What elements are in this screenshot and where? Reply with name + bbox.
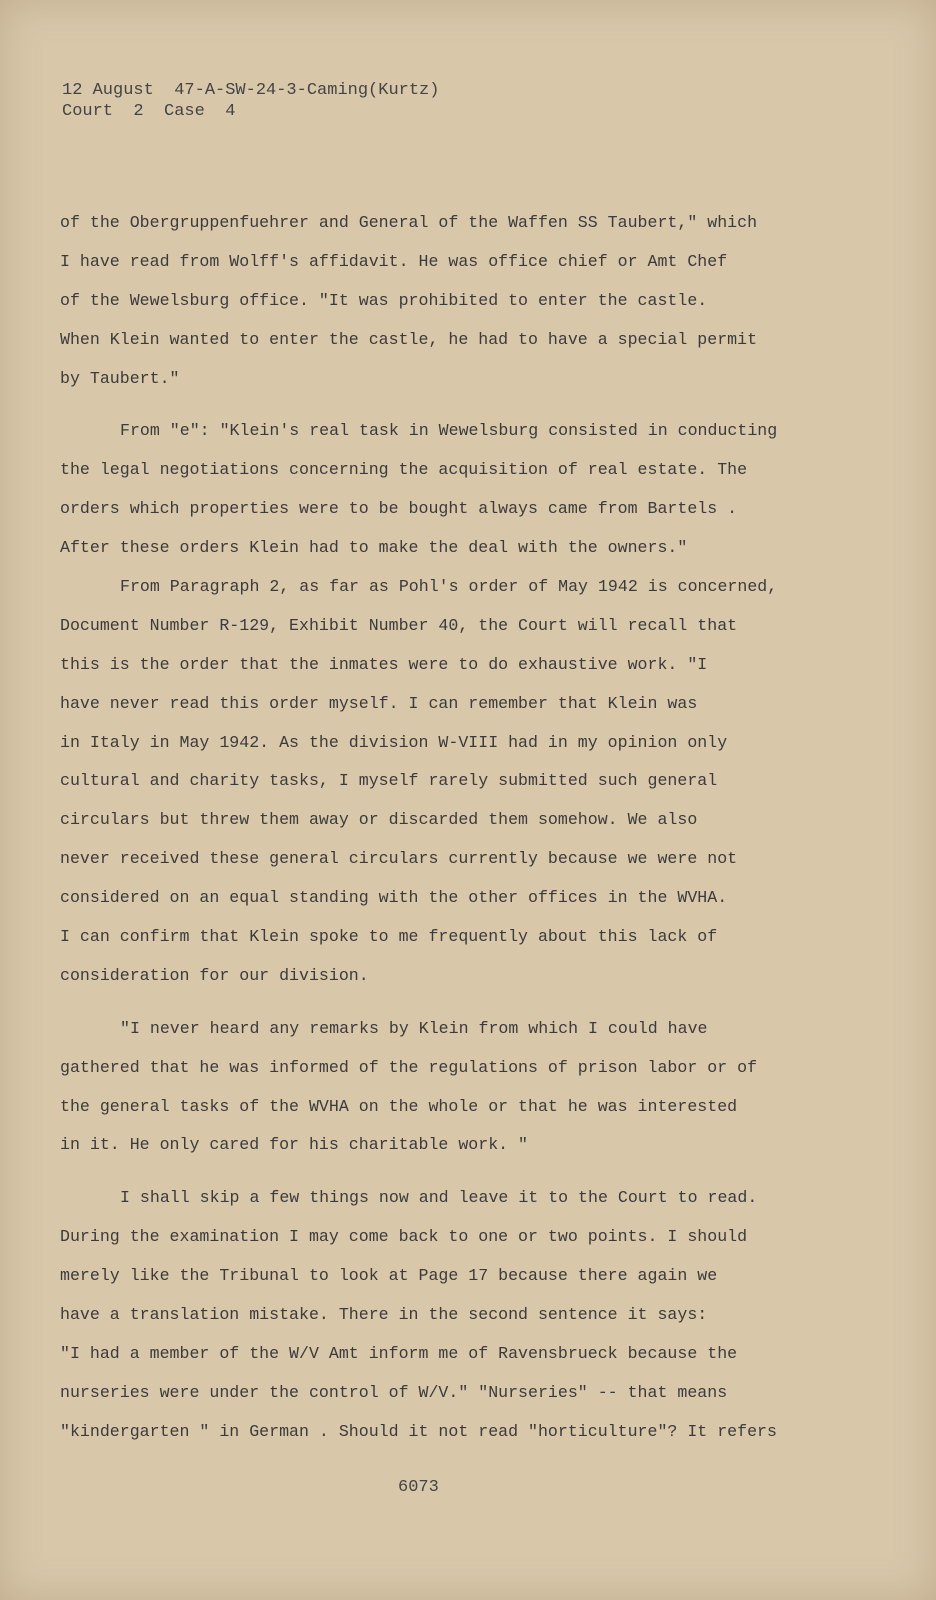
page-number: 6073 — [398, 1478, 439, 1497]
transcript-line: I have read from Wolff's affidavit. He was office chief or Amt Chef — [60, 251, 728, 271]
transcript-line: When Klein wanted to enter the castle, he had to have a special permit — [60, 329, 758, 349]
transcript-line: nurseries were under the control of W/V." "Nurseries" -- that means — [60, 1382, 728, 1402]
transcript-line: of the Obergruppenfuehrer and General of the Waffen SS Taubert," which — [60, 213, 758, 232]
transcript-line: have never read this order myself. I can remember that Klein was — [60, 693, 698, 713]
header-court-case: Court 2 Case 4 — [62, 102, 236, 121]
transcript-line: cultural and charity tasks, I myself rarely submitted such general — [60, 771, 718, 791]
transcript-line: "I had a member of the W/V Amt inform me of Ravensbrueck because the — [60, 1343, 738, 1363]
transcript-line: After these orders Klein had to make the deal with the owners." — [60, 538, 688, 558]
transcript-line: by Taubert." — [60, 368, 180, 388]
transcript-line: consideration for our division. — [60, 965, 369, 985]
transcript-line: gathered that he was informed of the regulations of prison labor or of — [60, 1057, 758, 1077]
transcript-line: this is the order that the inmates were to do exhaustive work. "I — [60, 654, 708, 674]
transcript-line: During the examination I may come back to one or two points. I should — [60, 1227, 748, 1247]
transcript-line: merely like the Tribunal to look at Page 17 because there again we — [60, 1266, 718, 1286]
transcript-line: From Paragraph 2, as far as Pohl's order of May 1942 is concerned, — [120, 577, 778, 597]
document-header — [62, 80, 439, 122]
transcript-line: circulars but threw them away or discarded them somehow. We also — [60, 810, 698, 830]
transcript-line: I shall skip a few things now and leave it to the Court to read. — [120, 1188, 758, 1208]
transcript-line: considered on an equal standing with the other offices in the WVHA. — [60, 888, 728, 908]
transcript-line: "kindergarten " in German . Should it not read "horticulture"? It refers — [60, 1421, 777, 1441]
transcript-line: orders which properties were to be bought always came from Bartels . — [60, 499, 738, 519]
transcript-line: the general tasks of the WVHA on the whole or that he was interested — [60, 1096, 738, 1116]
transcript-line: never received these general circulars currently because we were not — [60, 849, 738, 869]
transcript-line: in Italy in May 1942. As the division W-VIII had in my opinion only — [60, 732, 728, 752]
transcript-line: From "e": "Klein's real task in Wewelsburg consisted in conducting — [120, 421, 778, 441]
transcript-line: the legal negotiations concerning the acquisition of real estate. The — [60, 460, 748, 480]
transcript-line: Document Number R-129, Exhibit Number 40, the Court will recall that — [60, 615, 738, 635]
transcript-line: I can confirm that Klein spoke to me frequently about this lack of — [60, 927, 718, 947]
transcript-line: in it. He only cared for his charitable work. " — [60, 1135, 529, 1155]
transcript-line: of the Wewelsburg office. "It was prohibited to enter the castle. — [60, 290, 708, 310]
transcript-line: "I never heard any remarks by Klein from which I could have — [120, 1018, 708, 1038]
transcript-line: have a translation mistake. There in the second sentence it says: — [60, 1305, 708, 1325]
header-date-reference: 12 August 47-A-SW-24-3-Caming(Kurtz) — [62, 81, 440, 100]
transcript-body — [60, 204, 820, 1452]
